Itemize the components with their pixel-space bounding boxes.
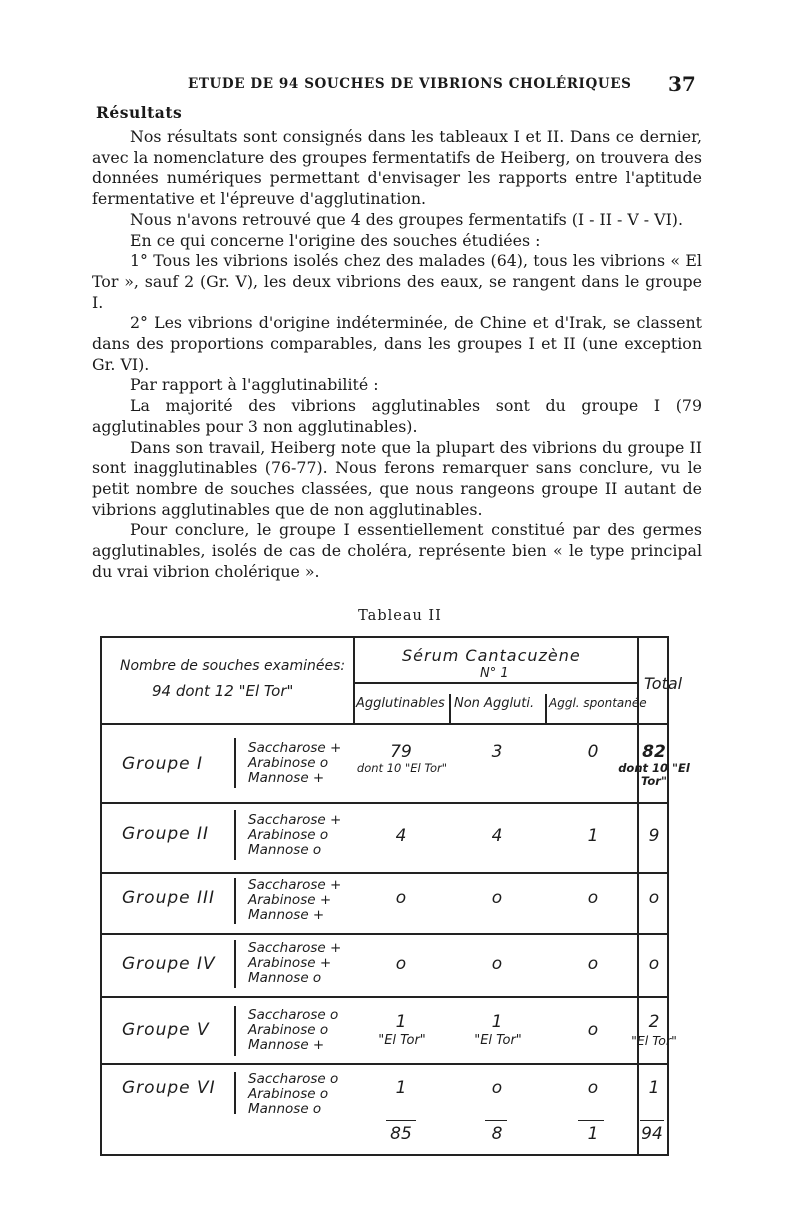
cell-total: o xyxy=(648,888,660,908)
sum-rule xyxy=(640,1120,664,1121)
sugar-line: Mannose o xyxy=(248,842,322,858)
sugar-line: Arabinose o xyxy=(248,755,329,771)
sugar-reactions xyxy=(248,1008,338,1053)
total-non-agglutinables: 8 xyxy=(491,1124,503,1144)
group-label: Groupe V xyxy=(122,1020,210,1040)
sugar-line: Saccharose + xyxy=(248,877,342,893)
paragraph: 2° Les vibrions d'origine indéterminée, de Chine et d'Irak, se classent dans des proportions comparables, dans les groupes I et II (une exception Gr. VI). xyxy=(92,313,702,374)
header-serum-number: N° 1 xyxy=(480,666,509,681)
cell-spontaneous: o xyxy=(587,1078,599,1098)
paragraph: Pour conclure, le groupe I essentiellement constitué par des germes agglutinables, isolés de cas de choléra, représente bien « le type principal du vrai vibrion cholérique ». xyxy=(92,520,702,581)
total-spontaneous: 1 xyxy=(587,1124,599,1144)
sugar-line: Arabinose + xyxy=(248,955,332,971)
sugar-line: Arabinose o xyxy=(248,827,329,843)
column-header-total: Total xyxy=(644,674,683,693)
divider xyxy=(102,872,667,874)
divider xyxy=(545,694,547,723)
cell-spontaneous: o xyxy=(587,1020,599,1040)
cell-non-agglutinables: o xyxy=(491,954,503,974)
cell-spontaneous: o xyxy=(587,888,599,908)
body-text xyxy=(92,127,702,582)
sugar-reactions xyxy=(248,813,341,858)
sugar-line: Mannose + xyxy=(248,1037,325,1053)
divider xyxy=(234,810,236,860)
sum-rule xyxy=(485,1120,507,1121)
paragraph: Dans son travail, Heiberg note que la plupart des vibrions du groupe II sont inagglutinables (76-77). Nous ferons remarquer sans conclure, vu le petit nombre de souches classées, que nous rangeons groupe II autant de vibrions agglutinables que de non agglutinables. xyxy=(92,437,702,519)
divider xyxy=(102,996,667,998)
divider xyxy=(234,878,236,924)
cell-total: o xyxy=(648,954,660,974)
cell-spontaneous: 1 xyxy=(587,826,599,846)
cell-total: 9 xyxy=(648,826,660,846)
sugar-line: Saccharose o xyxy=(248,1071,339,1087)
cell-note: "El Tor" xyxy=(474,1033,522,1048)
total-all: 94 xyxy=(641,1124,663,1144)
cell-agglutinables: o xyxy=(395,888,407,908)
sugar-reactions xyxy=(248,878,341,923)
column-header-agglutinables: Agglutinables xyxy=(356,696,445,711)
sugar-line: Mannose o xyxy=(248,1101,322,1117)
sugar-reactions xyxy=(248,941,341,986)
sugar-line: Saccharose o xyxy=(248,1007,339,1023)
sugar-reactions xyxy=(248,741,341,786)
divider xyxy=(102,933,667,935)
running-title: ETUDE DE 94 SOUCHES DE VIBRIONS CHOLÉRIQUES xyxy=(188,76,632,92)
group-label: Groupe I xyxy=(122,754,204,774)
sugar-line: Arabinose + xyxy=(248,892,332,908)
divider xyxy=(449,694,451,723)
divider xyxy=(234,738,236,788)
sugar-line: Arabinose o xyxy=(248,1086,329,1102)
sugar-reactions xyxy=(248,1072,338,1117)
sugar-line: Mannose o xyxy=(248,970,322,986)
cell-agglutinables: 79 xyxy=(390,742,412,762)
running-header xyxy=(0,74,800,98)
divider xyxy=(102,802,667,804)
sum-rule xyxy=(578,1120,604,1121)
divider xyxy=(102,1063,667,1065)
sugar-line: Mannose + xyxy=(248,907,325,923)
paragraph: 1° Tous les vibrions isolés chez des malades (64), tous les vibrions « El Tor », sauf 2 (Gr. V), les deux vibrions des eaux, se rangent dans le groupe I. xyxy=(92,251,702,312)
divider xyxy=(353,682,637,684)
header-serum: Sérum Cantacuzène xyxy=(402,646,581,665)
sugar-line: Arabinose o xyxy=(248,1022,329,1038)
group-label: Groupe III xyxy=(122,888,216,908)
header-strains-count: 94 dont 12 "El Tor" xyxy=(152,682,294,700)
cell-note: dont 10 "El Tor" xyxy=(356,761,448,775)
cell-spontaneous: 0 xyxy=(587,742,599,762)
cell-note: "El Tor" xyxy=(378,1033,426,1048)
divider xyxy=(353,638,355,723)
paragraph: Par rapport à l'agglutinabilité : xyxy=(130,375,379,395)
section-title: Résultats xyxy=(96,103,183,122)
cell-total: 82 xyxy=(642,742,666,762)
total-agglutinables: 85 xyxy=(390,1124,412,1144)
cell-total: 1 xyxy=(648,1078,660,1098)
cell-spontaneous: o xyxy=(587,954,599,974)
cell-non-agglutinables: 3 xyxy=(491,742,503,762)
results-table xyxy=(100,636,690,1156)
cell-total: 2 xyxy=(648,1012,660,1032)
page-number: 37 xyxy=(668,72,696,96)
cell-non-agglutinables: o xyxy=(491,1078,503,1098)
group-label: Groupe II xyxy=(122,824,210,844)
sum-rule xyxy=(386,1120,416,1121)
sugar-line: Mannose + xyxy=(248,770,325,786)
sugar-line: Saccharose + xyxy=(248,740,342,756)
header-strains-examined: Nombre de souches examinées: xyxy=(120,658,346,674)
cell-agglutinables: 4 xyxy=(395,826,407,846)
sugar-line: Saccharose + xyxy=(248,940,342,956)
table-caption: Tableau II xyxy=(358,608,442,624)
divider xyxy=(234,940,236,988)
divider xyxy=(102,723,667,725)
sugar-line: Saccharose + xyxy=(248,812,342,828)
divider xyxy=(234,1006,236,1056)
cell-non-agglutinables: o xyxy=(491,888,503,908)
paragraph: La majorité des vibrions agglutinables sont du groupe I (79 agglutinables pour 3 non agglutinables). xyxy=(92,396,702,436)
divider xyxy=(234,1072,236,1114)
column-header-spontaneous: Aggl. spontanée xyxy=(549,696,647,710)
group-label: Groupe IV xyxy=(122,954,216,974)
paragraph: Nos résultats sont consignés dans les tableaux I et II. Dans ce dernier, avec la nomenclature des groupes fermentatifs de Heiberg, on trouvera des données numériques permettant d'envisager les rapports entre l'aptitude fermentative et l'épreuve d'agglutination. xyxy=(92,127,702,209)
cell-agglutinables: 1 xyxy=(395,1012,407,1032)
cell-non-agglutinables: 4 xyxy=(491,826,503,846)
paragraph: En ce qui concerne l'origine des souches étudiées : xyxy=(130,230,541,250)
group-label: Groupe VI xyxy=(122,1078,216,1098)
column-header-non-agglutinables: Non Aggluti. xyxy=(454,696,535,711)
cell-non-agglutinables: 1 xyxy=(491,1012,503,1032)
cell-agglutinables: 1 xyxy=(395,1078,407,1098)
cell-note: "El Tor" xyxy=(631,1033,677,1048)
cell-note: dont 10 "El Tor" xyxy=(618,761,690,788)
paragraph: Nous n'avons retrouvé que 4 des groupes fermentatifs (I - II - V - VI). xyxy=(130,209,683,229)
cell-agglutinables: o xyxy=(395,954,407,974)
